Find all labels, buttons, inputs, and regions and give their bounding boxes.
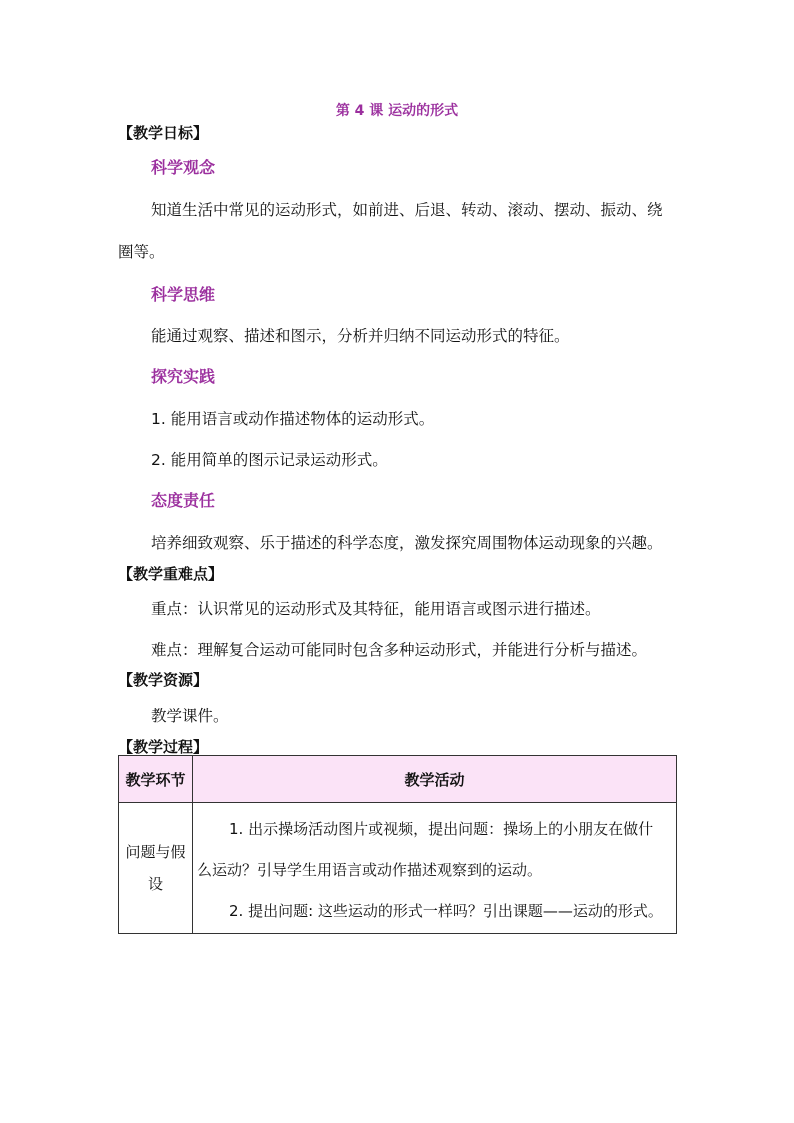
stage-line1: 问题与假 bbox=[125, 843, 186, 861]
key-point-focus: 重点：认识常见的运动形式及其特征，能用语言或图示进行描述。 bbox=[151, 600, 601, 618]
key-points-heading: 【教学重难点】 bbox=[118, 565, 224, 583]
activity-2: 2. 提出问题: 这些运动的形式一样吗？引出课题——运动的形式。 bbox=[229, 902, 663, 920]
resources-text: 教学课件。 bbox=[151, 707, 229, 725]
activity-1-line2: 么运动？引导学生用语言或动作描述观察到的运动。 bbox=[197, 861, 543, 879]
table-header-row bbox=[119, 756, 677, 803]
inquiry-practice-item2: 2. 能用简单的图示记录运动形式。 bbox=[151, 451, 388, 469]
page-title: 第 4 课 运动的形式 bbox=[335, 103, 459, 119]
attitude-heading: 态度责任 bbox=[151, 491, 216, 510]
resources-heading: 【教学资源】 bbox=[118, 671, 209, 689]
science-thinking-text: 能通过观察、描述和图示，分析并归纳不同运动形式的特征。 bbox=[151, 327, 570, 345]
inquiry-practice-heading: 探究实践 bbox=[151, 367, 216, 386]
header-stage-cell: 教学环节 bbox=[119, 756, 193, 803]
header-activity-cell: 教学活动 bbox=[193, 756, 677, 803]
science-concept-heading: 科学观念 bbox=[151, 158, 216, 177]
science-concept-line2: 圈等。 bbox=[118, 243, 165, 261]
science-thinking-heading: 科学思维 bbox=[151, 285, 216, 304]
stage-line2: 设 bbox=[147, 875, 163, 893]
activity-cell bbox=[193, 803, 677, 934]
attitude-text: 培养细致观察、乐于描述的科学态度，激发探究周围物体运动现象的兴趣。 bbox=[151, 534, 663, 552]
stage-cell bbox=[119, 803, 193, 934]
science-concept-line1: 知道生活中常见的运动形式，如前进、后退、转动、滚动、摆动、振动、绕 bbox=[151, 201, 663, 219]
teaching-process-table bbox=[118, 755, 677, 934]
objectives-heading: 【教学日标】 bbox=[118, 124, 209, 142]
process-heading: 【教学过程】 bbox=[118, 738, 209, 756]
activity-1-line1: 1. 出示操场活动图片或视频，提出问题：操场上的小朋友在做什 bbox=[229, 820, 654, 838]
key-point-difficulty: 难点：理解复合运动可能同时包含多种运动形式，并能进行分析与描述。 bbox=[151, 641, 648, 659]
inquiry-practice-item1: 1. 能用语言或动作描述物体的运动形式。 bbox=[151, 410, 435, 428]
table-row bbox=[119, 803, 677, 934]
